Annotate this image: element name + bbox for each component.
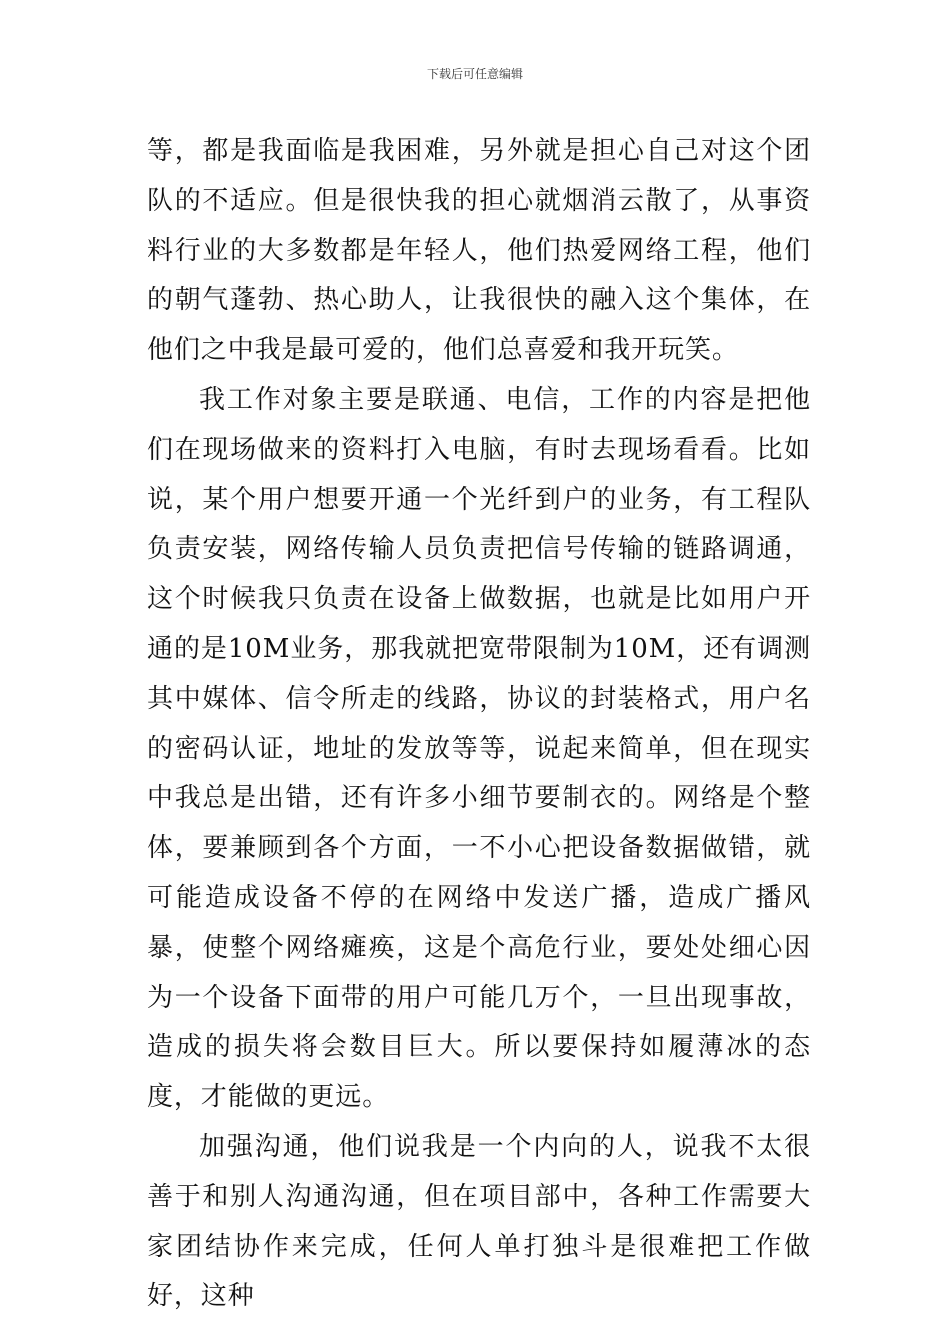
- paragraph-1: 等，都是我面临是我困难，另外就是担心自己对这个团队的不适应。但是很快我的担心就烟消云散了，从事资料行业的大多数都是年轻人，他们热爱网络工程，他们的朝气蓬勃、热心助人，让我很快的融入这个集体，在他们之中我是最可爱的，他们总喜爱和我开玩笑。: [147, 136, 811, 366]
- body-text: [147, 127, 811, 1322]
- paragraph-2: 我工作对象主要是联通、电信，工作的内容是把他们在现场做来的资料打入电脑，有时去现场看看。比如说，某个用户想要开通一个光纤到户的业务，有工程队负责安装，网络传输人员负责把信号传输的链路调通，这个时候我只负责在设备上做数据，也就是比如用户开通的是10M业务，那我就把宽带限制为10M，还有调测其中媒体、信令所走的线路，协议的封装格式，用户名的密码认证，地址的发放等等，说起来简单，但在现实中我总是出错，还有许多小细节要制衣的。网络是个整体，要兼顾到各个方面，一不小心把设备数据做错，就可能造成设备不停的在网络中发送广播，造成广播风暴，使整个网络瘫痪，这是个高危行业，要处处细心因为一个设备下面带的用户可能几万个，一旦出现事故，造成的损失将会数目巨大。所以要保持如履薄冰的态度，才能做的更远。: [147, 384, 811, 1113]
- page-header: 下载后可任意编辑: [426, 67, 523, 81]
- paragraph-3: 加强沟通，他们说我是一个内向的人，说我不太很善于和别人沟通沟通，但在项目部中，各种工作需要大家团结协作来完成，任何人单打独斗是很难把工作做好，这种: [147, 1131, 811, 1312]
